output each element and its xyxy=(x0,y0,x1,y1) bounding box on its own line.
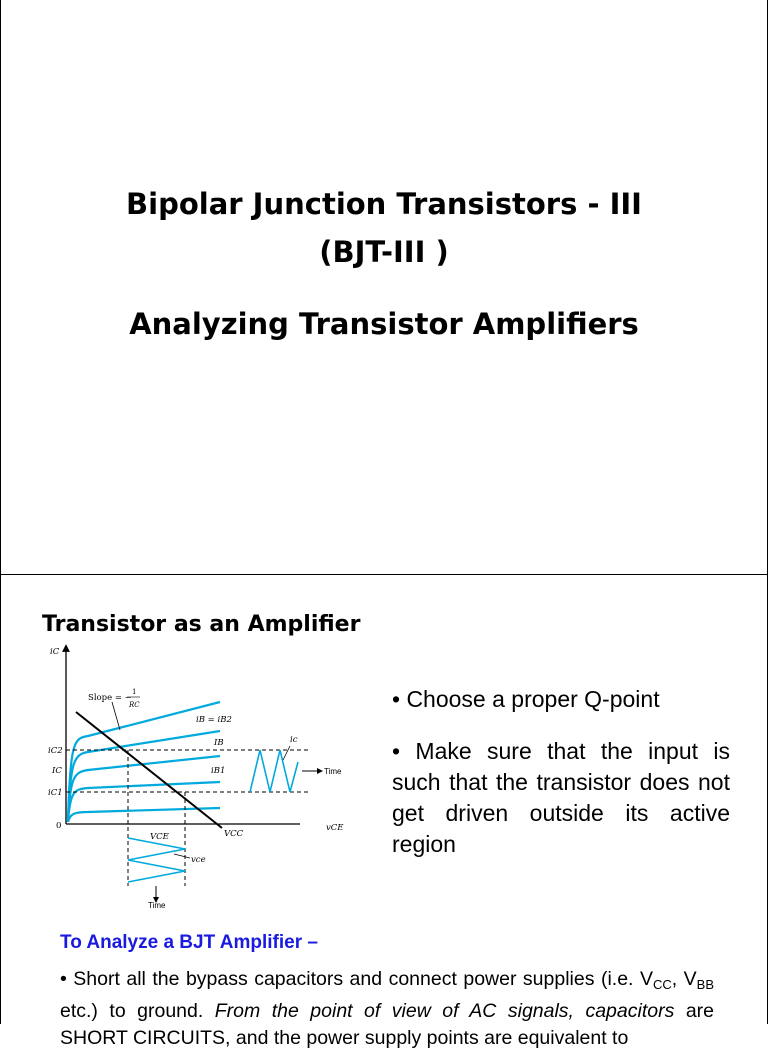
ib-label: IB xyxy=(214,738,224,748)
vce-pointer xyxy=(174,854,190,858)
ib1-label: iB1 xyxy=(211,766,226,776)
curve-ib1 xyxy=(68,782,220,822)
slope-den: RC xyxy=(129,701,140,709)
ic1-label: iC1 xyxy=(48,788,63,798)
slope-num: 1 xyxy=(132,688,137,696)
curve-ib-bottom xyxy=(68,808,220,822)
vce-label: VCE xyxy=(150,832,169,842)
para-cut-line: are SHORT CIRCUITS, and the power supply points are equivalent to xyxy=(60,1000,714,1049)
vcc-label: VCC xyxy=(224,829,244,839)
subtitle: Analyzing Transistor Amplifiers xyxy=(129,307,639,341)
axis-x-label: vCE xyxy=(326,823,344,833)
ic-waveform xyxy=(250,750,298,792)
para-start: • Short all the bypass capacitors and connect power supplies (i.e. xyxy=(60,968,634,990)
slope-pointer xyxy=(112,702,120,730)
para-italic: From the point of view of AC signals, capacitors xyxy=(214,1000,675,1022)
ic2-label: iC2 xyxy=(48,746,63,756)
analyze-subheading: To Analyze a BJT Amplifier – xyxy=(60,932,318,953)
vcc-symbol: $V_{CC}$ xyxy=(639,968,672,992)
vce-wave-label: vce xyxy=(191,855,206,865)
title-line-1: Bipolar Junction Transistors - III xyxy=(126,187,642,221)
axis-y-label: iC xyxy=(50,647,60,657)
analyze-paragraph: • Short all the bypass capacitors and connect power supplies (i.e. $V_{CC}$, $V_{BB}$ etc.) to ground. From the point of view of AC signals, capacitors are SHORT CIRCUITS, and the power supply points are equivalent to xyxy=(60,968,715,1049)
bullet-list xyxy=(392,684,730,881)
origin-label: 0 xyxy=(56,821,62,831)
slide-heading: Transistor as an Amplifier xyxy=(42,612,361,637)
title-line-2: (BJT-III ) xyxy=(319,235,449,269)
load-line-figure xyxy=(28,642,378,910)
guide-lines xyxy=(66,750,310,886)
slope-label: Slope = − xyxy=(88,693,132,703)
time-bottom-label: Time xyxy=(148,901,166,910)
ib-ib2-label: iB = iB2 xyxy=(196,715,232,725)
ic-wave-label: ic xyxy=(290,735,298,745)
title-block xyxy=(1,180,767,344)
vbb-symbol: $V_{BB}$ xyxy=(683,968,715,992)
vce-waveform xyxy=(128,838,185,882)
bullet-qpoint: • Choose a proper Q-point xyxy=(392,686,660,712)
time-right-label: Time xyxy=(324,767,342,776)
ic-pointer xyxy=(283,746,290,760)
ic-label: IC xyxy=(52,766,62,776)
para-mid: etc.) to ground. xyxy=(60,1000,215,1022)
bullet-active-region: • Make sure that the input is such that the transistor does not get driven outside its active region xyxy=(392,738,730,857)
